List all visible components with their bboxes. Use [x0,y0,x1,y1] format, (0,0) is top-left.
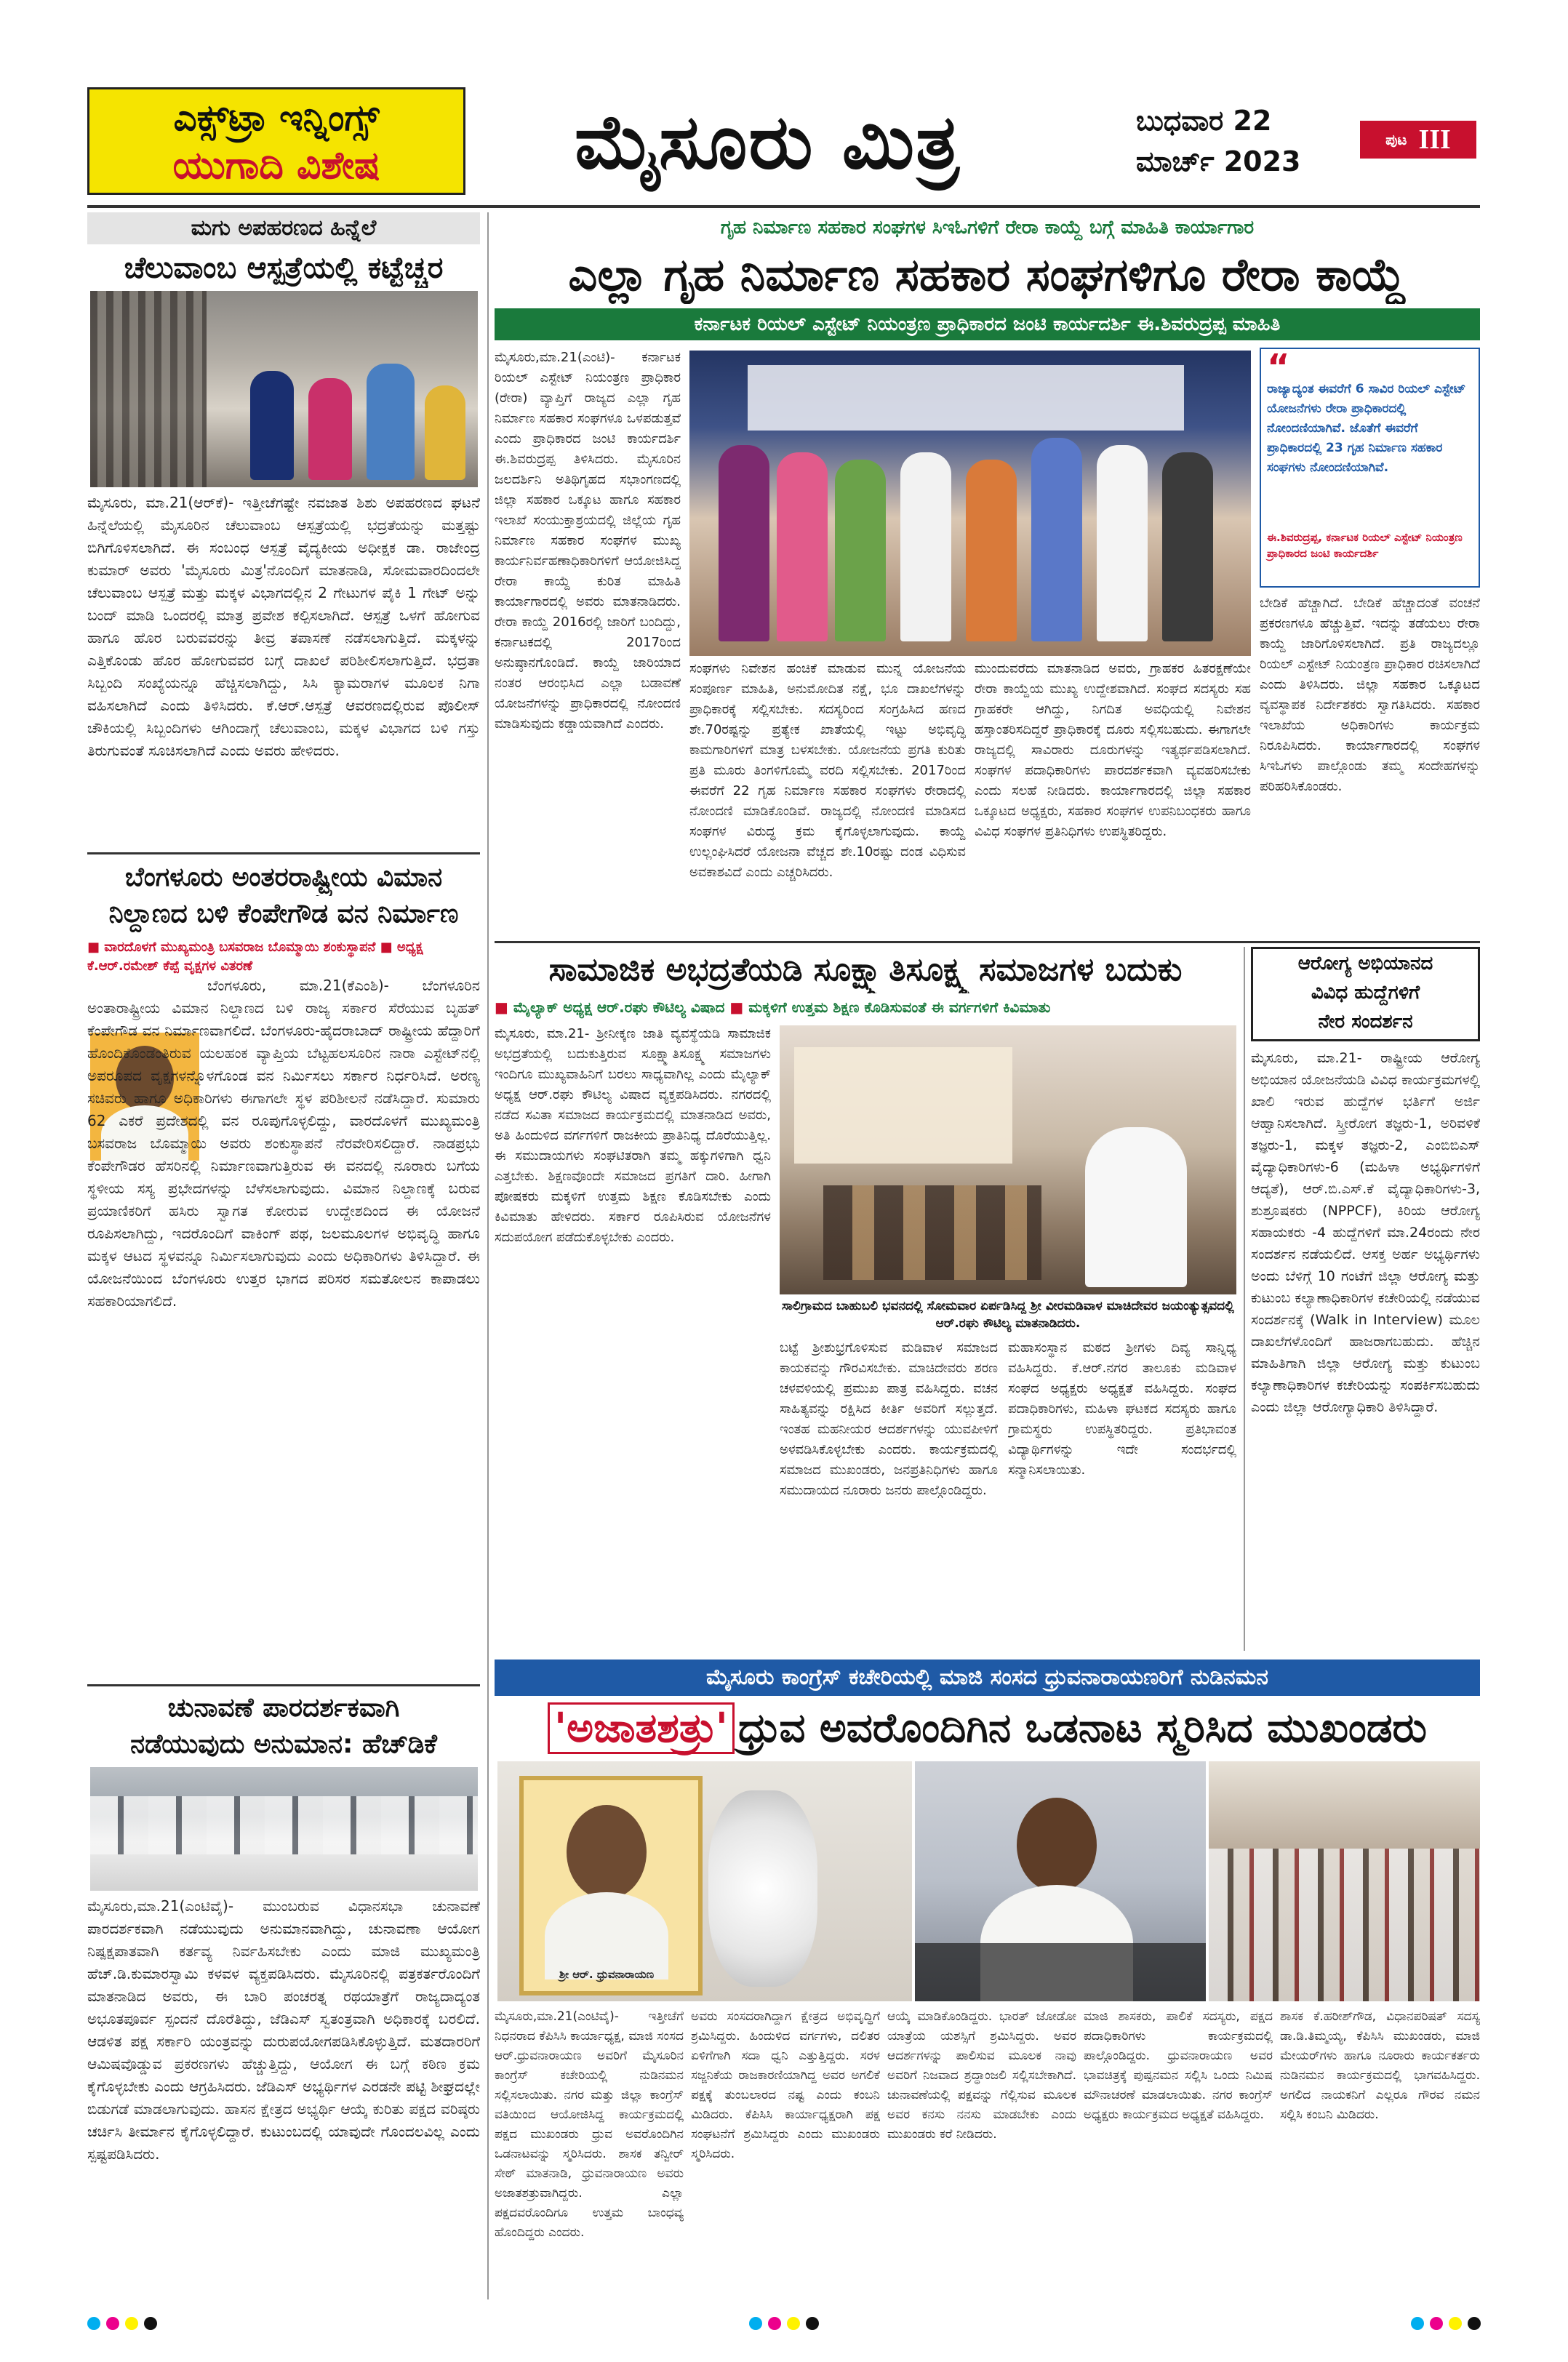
dhruva-headline [495,1702,1480,1756]
quote-mark-icon: “ [1267,347,1290,388]
page-label: ಪುಟ [1385,131,1407,148]
arogya-divider [1244,947,1245,1651]
portrait-caption: ಶ್ರೀ ಆರ್. ಧ್ರುವನಾರಾಯಣ [559,1968,655,1981]
bullet-icon: ■ [495,998,513,1016]
hospital-photo [90,291,478,487]
registration-dot-black [1468,2317,1481,2330]
arogya-headline-l1: ಆರೋಗ್ಯ ಅಭಿಯಾನದ [1297,953,1433,974]
registration-dot-black [144,2317,157,2330]
rera-headline: ಎಲ್ಲಾ ಗೃಹ ನಿರ್ಮಾಣ ಸಹಕಾರ ಸಂಘಗಳಿಗೂ ರೇರಾ ಕಾಯ್ದೆ [568,248,1407,301]
arogya-headline-l2: ವಿವಿಧ ಹುದ್ದೆಗಳಿಗೆ [1311,982,1420,1004]
registration-dot-cyan [87,2317,100,2330]
samaja-body-mid: ಬಟ್ಟೆ ಶ್ರೀಶುಭ್ರಗೊಳಿಸುವ ಮಡಿವಾಳ ಸಮಾಜದ ಕಾಯಕವನ್ನು ಗೌರವಿಸಬೇಕು. ಮಾಚಿದೇವರು ಶರಣ ಚಳವಳಿಯಲ್ಲಿ ಪ್ರಮುಖ ಪಾತ್ರ ವಹಿಸಿದ್ದರು. ವಚನ ಸಾಹಿತ್ಯವನ್ನು ರಕ್ಷಿಸಿದ ಕೀರ್ತಿ ಅವರಿಗೆ ಸಲ್ಲುತ್ತದೆ. ಇಂತಹ ಮಹನೀಯರ ಆದರ್ಶಗಳನ್ನು ಯುವಪೀಳಿಗೆ ಅಳವಡಿಸಿಕೊಳ್ಳಬೇಕು ಎಂದರು. ಕಾರ್ಯಕ್ರಮದಲ್ಲಿ ಸಮಾಜದ ಮುಖಂಡರು, ಜನಪ್ರತಿನಿಧಿಗಳು ಹಾಗೂ ಸಮುದಾಯದ ನೂರಾರು ಜನರು ಪಾಲ್ಗೊಂಡಿದ್ದರು. [780,1340,998,1498]
registration-dot-yellow [787,2317,800,2330]
dhruva-audience-photo [1209,1761,1480,2001]
rera-banner: ಗೃಹ ನಿರ್ಮಾಣ ಸಹಕಾರ ಸಂಘಗಳ ಸಿಇಓಗಳಿಗೆ ರೇರಾ ಕಾಯ್ದೆ ಬಗ್ಗೆ ಮಾಹಿತಿ ಕಾರ್ಯಾಗಾರ [720,217,1255,239]
samaja-sub-2: ಮಕ್ಕಳಿಗೆ ಉತ್ತಮ ಶಿಕ್ಷಣ ಕೊಡಿಸುವಂತೆ ಈ ವರ್ಗಗಳಿಗೆ ಕಿವಿಮಾತು [748,998,1051,1016]
subhead-plants-text: ಅಧ್ಯಕ್ಷ ಕೆ.ಆರ್.ರಮೇಶ್ ಕೆಪ್ಪೆ ವೃಕ್ಷಗಳ ವಿತರಣೆ [87,940,423,974]
dhruva-portrait-photo [497,1761,912,2001]
headline-hdk-l2: ನಡೆಯುವುದು ಅನುಮಾನ: ಹೆಚ್‌ಡಿಕೆ [130,1729,437,1759]
headline-kempegowda-l1: ಬೆಂಗಳೂರು ಅಂತರರಾಷ್ಟ್ರೀಯ ವಿಮಾನ [124,862,443,892]
rera-subbanner: ಕರ್ನಾಟಕ ರಿಯಲ್ ಎಸ್ಟೇಟ್ ನಿಯಂತ್ರಣ ಪ್ರಾಧಿಕಾರದ ಜಂಟಿ ಕಾರ್ಯದರ್ಶಿ ಈ.ಶಿವರುದ್ರಪ್ಪ ಮಾಹಿತಿ [495,308,1480,340]
samaja-subheads [495,995,1236,1020]
dhruva-body-2: ಅವರು ಸಂಸದರಾಗಿದ್ದಾಗ ಕ್ಷೇತ್ರದ ಅಭಿವೃದ್ಧಿಗೆ ಶ್ರಮಿಸಿದ್ದರು. ಹಿಂದುಳಿದ ವರ್ಗಗಳು, ದಲಿತರ ಏಳಿಗೆಗಾಗಿ ಸದಾ ಧ್ವನಿ ಎತ್ತುತ್ತಿದ್ದರು. ಸರಳ ಸಜ್ಜನಿಕೆಯ ರಾಜಕಾರಣಿಯಾಗಿದ್ದ ಅವರ ಅಗಲಿಕೆ ಪಕ್ಷಕ್ಕೆ ತುಂಬಲಾರದ ನಷ್ಟ ಎಂದು ಕಂಬನಿ ಮಿಡಿದರು. ಕೆಪಿಸಿಸಿ ಕಾರ್ಯಾಧ್ಯಕ್ಷರಾಗಿ ಪಕ್ಷ ಸಂಘಟನೆಗೆ ಶ್ರಮಿಸಿದ್ದರು ಎಂದು ಮುಖಂಡರು ಸ್ಮರಿಸಿದರು. [691,2009,880,2161]
rera-body-right: ಮುಂದುವರೆದು ಮಾತನಾಡಿದ ಅವರು, ಗ್ರಾಹಕರ ಹಿತರಕ್ಷಣೆಯೇ ರೇರಾ ಕಾಯ್ದೆಯ ಮುಖ್ಯ ಉದ್ದೇಶವಾಗಿದೆ. ಸಂಘದ ಸದಸ್ಯರು ಸಹ ಗ್ರಾಹಕರೇ ಆಗಿದ್ದು, ನಿಗದಿತ ಅವಧಿಯಲ್ಲಿ ನಿವೇಶನ ಹಸ್ತಾಂತರಿಸದಿದ್ದರೆ ಪ್ರಾಧಿಕಾರಕ್ಕೆ ದೂರು ಸಲ್ಲಿಸಬಹುದು. ಈಗಾಗಲೇ ರಾಜ್ಯದಲ್ಲಿ ಸಾವಿರಾರು ದೂರುಗಳನ್ನು ಇತ್ಯರ್ಥಪಡಿಸಲಾಗಿದೆ. ಸಂಘಗಳ ಪದಾಧಿಕಾರಿಗಳು ಪಾರದರ್ಶಕವಾಗಿ ವ್ಯವಹರಿಸಬೇಕು ಎಂದು ಸಲಹೆ ನೀಡಿದರು. ಕಾರ್ಯಾಗಾರದಲ್ಲಿ ಜಿಲ್ಲಾ ಸಹಕಾರ ಒಕ್ಕೂಟದ ಅಧ್ಯಕ್ಷರು, ಸಹಕಾರ ಸಂಘಗಳ ಉಪನಿಬಂಧಕರು ಹಾಗೂ ವಿವಿಧ ಸಂಘಗಳ ಪ್ರತಿನಿಧಿಗಳು ಉಪಸ್ಥಿತರಿದ್ದರು. [975,661,1251,839]
registration-dot-black [806,2317,819,2330]
article-kempegowda-body: ಬೆಂಗಳೂರು, ಮಾ.21(ಕೆಎಂಶಿ)- ಬೆಂಗಳೂರಿನ ಅಂತಾರಾಷ್ಟ್ರೀಯ ವಿಮಾನ ನಿಲ್ದಾಣದ ಬಳಿ ರಾಜ್ಯ ಸರ್ಕಾರ ಸೆರೆಯುವ ಬೃಹತ್ ಕೆಂಪೇಗೌಡ ವನ ನಿರ್ಮಾಣವಾಗಲಿದೆ. ಬೆಂಗಳೂರು-ಹೈದರಾಬಾದ್ ರಾಷ್ಟ್ರೀಯ ಹೆದ್ದಾರಿಗೆ ಹೊಂದಿಕೊಂಡಂತಿರುವ ಯಲಹಂಕ ವ್ಯಾಪ್ತಿಯ ಬೆಟ್ಟಹಲಸೂರಿನ ನಾರಾ ಎಸ್ಟೇಟ್‌ನಲ್ಲಿ ಅಪರೂಪದ ವೃಕ್ಷಗಳನ್ನೊಳಗೊಂಡ ವನ ನಿರ್ಮಿಸಲು ಸರ್ಕಾರ ನಿರ್ಧರಿಸಿದೆ. ಅರಣ್ಯ ಸಚಿವರು ಹಾಗೂ ಅಧಿಕಾರಿಗಳು ಈಗಾಗಲೇ ಸ್ಥಳ ಪರಿಶೀಲನೆ ನಡೆಸಿದ್ದಾರೆ. ಸುಮಾರು 62 ಎಕರೆ ಪ್ರದೇಶದಲ್ಲಿ ವನ ರೂಪುಗೊಳ್ಳಲಿದ್ದು, ವಾರದೊಳಗೆ ಮುಖ್ಯಮಂತ್ರಿ ಬಸವರಾಜ ಬೊಮ್ಮಾಯಿ ಅವರು ಶಂಕುಸ್ಥಾಪನೆ ನೆರವೇರಿಸಲಿದ್ದಾರೆ. ನಾಡಪ್ರಭು ಕೆಂಪೇಗೌಡರ ಹೆಸರಿನಲ್ಲಿ ನಿರ್ಮಾಣವಾಗುತ್ತಿರುವ ಈ ವನದಲ್ಲಿ ನೂರಾರು ಬಗೆಯ ಸ್ಥಳೀಯ ಸಸ್ಯ ಪ್ರಭೇದಗಳನ್ನು ಬೆಳೆಸಲಾಗುವುದು. ವಿಮಾನ ನಿಲ್ದಾಣಕ್ಕೆ ಬರುವ ಪ್ರಯಾಣಿಕರಿಗೆ ಹಸಿರು ಸ್ವಾಗತ ಕೋರುವ ಉದ್ದೇಶದಿಂದ ಈ ಯೋಜನೆ ರೂಪಿಸಲಾಗಿದ್ದು, ಇದರೊಂದಿಗೆ ವಾಕಿಂಗ್ ಪಥ, ಜಲಮೂಲಗಳ ಅಭಿವೃದ್ಧಿ ಹಾಗೂ ಮಕ್ಕಳ ಆಟದ ಸ್ಥಳವನ್ನೂ ನಿರ್ಮಿಸಲಾಗುವುದು ಎಂದು ಅಧಿಕಾರಿಗಳು ತಿಳಿಸಿದ್ದಾರೆ. ಈ ಯೋಜನೆಯಿಂದ ಬೆಂಗಳೂರು ಉತ್ತರ ಭಾಗದ ಪರಿಸರ ಸಮತೋಲನ ಕಾಪಾಡಲು ಸಹಕಾರಿಯಾಗಲಿದೆ. [87,977,480,1310]
headline-cheluvamba: ಚೆಲುವಾಂಬ ಆಸ್ಪತ್ರೆಯಲ್ಲಿ ಕಟ್ಟೆಚ್ಚರ [124,250,444,285]
registration-dot-magenta [768,2317,781,2330]
badge-line-2: ಯುಗಾದಿ ವಿಶೇಷ [172,144,380,188]
registration-dot-yellow [1449,2317,1462,2330]
left-rule-1 [87,852,480,854]
rera-workshop-photo [689,351,1251,656]
rera-quote-box [1260,348,1480,588]
badge-line-1: ಎಕ್ಸ್‌ಟ್ರಾ ಇನ್ನಿಂಗ್ಸ್ [173,97,380,139]
samaja-body-left: ಮೈಸೂರು, ಮಾ.21- ಶ್ರೀನೀಕ್ಕಣ ಜಾತಿ ವ್ಯವಸ್ಥೆಯಡಿ ಸಾಮಾಜಿಕ ಅಭದ್ರತೆಯಲ್ಲಿ ಬದುಕುತ್ತಿರುವ ಸೂಕ್ಷ್ಮಾತಿಸೂಕ್ಷ್ಮ ಸಮಾಜಗಳು ಇಂದಿಗೂ ಮುಖ್ಯವಾಹಿನಿಗೆ ಬರಲು ಸಾಧ್ಯವಾಗಿಲ್ಲ ಎಂದು ಮೈಲ್ಯಾಕ್ ಅಧ್ಯಕ್ಷ ಆರ್.ರಘು ಕೌಟಿಲ್ಯ ವಿಷಾದ ವ್ಯಕ್ತಪಡಿಸಿದರು. ನಗರದಲ್ಲಿ ನಡೆದ ಸವಿತಾ ಸಮಾಜದ ಕಾರ್ಯಕ್ರಮದಲ್ಲಿ ಮಾತನಾಡಿದ ಅವರು, ಅತಿ ಹಿಂದುಳಿದ ವರ್ಗಗಳಿಗೆ ರಾಜಕೀಯ ಪ್ರಾತಿನಿಧ್ಯ ದೊರೆಯುತ್ತಿಲ್ಲ. ಈ ಸಮುದಾಯಗಳು ಸಂಘಟಿತರಾಗಿ ತಮ್ಮ ಹಕ್ಕುಗಳಿಗಾಗಿ ಧ್ವನಿ ಎತ್ತಬೇಕು. ಶಿಕ್ಷಣವೊಂದೇ ಸಮಾಜದ ಪ್ರಗತಿಗೆ ದಾರಿ. ಹೀಗಾಗಿ ಪೋಷಕರು ಮಕ್ಕಳಿಗೆ ಉತ್ತಮ ಶಿಕ್ಷಣ ಕೊಡಿಸಬೇಕು ಎಂದು ಕಿವಿಮಾತು ಹೇಳಿದರು. ಸರ್ಕಾರ ರೂಪಿಸಿರುವ ಯೋಜನೆಗಳ ಸದುಪಯೋಗ ಪಡೆದುಕೊಳ್ಳಬೇಕು ಎಂದರು. [495,1026,771,1245]
bullet-icon: ■ [729,998,749,1016]
registration-dot-cyan [749,2317,762,2330]
dhruva-body-5: ಶಾಸಕ ಕೆ.ಹರೀಶ್‌ಗೌಡ, ವಿಧಾನಪರಿಷತ್ ಸದಸ್ಯ ಡಾ.ಡಿ.ತಿಮ್ಮಯ್ಯ, ಕೆಪಿಸಿಸಿ ಮುಖಂಡರು, ಮಾಜಿ ಮೇಯರ್‌ಗಳು ಹಾಗೂ ನೂರಾರು ಕಾರ್ಯಕರ್ತರು ನುಡಿನಮನ ಕಾರ್ಯಕ್ರಮದಲ್ಲಿ ಭಾಗವಹಿಸಿದ್ದರು. ಅಗಲಿದ ನಾಯಕನಿಗೆ ಎಲ್ಲರೂ ಗೌರವ ನಮನ ಸಲ್ಲಿಸಿ ಕಂಬನಿ ಮಿಡಿದರು. [1280,2009,1480,2122]
subhead-cm-text: ವಾರದೊಳಗೆ ಮುಖ್ಯಮಂತ್ರಿ ಬಸವರಾಜ ಬೊಮ್ಮಾಯಿ ಶಂಕುಸ್ಥಾಪನೆ [104,940,376,955]
dhruva-body-1: ಮೈಸೂರು,ಮಾ.21(ಎಂಟಿವೈ)- ಇತ್ತೀಚೆಗೆ ನಿಧನರಾದ ಕೆಪಿಸಿಸಿ ಕಾರ್ಯಾಧ್ಯಕ್ಷ, ಮಾಜಿ ಸಂಸದ ಆರ್.ಧ್ರುವನಾರಾಯಣ ಅವರಿಗೆ ಮೈಸೂರಿನ ಕಾಂಗ್ರೆಸ್ ಕಚೇರಿಯಲ್ಲಿ ನುಡಿನಮನ ಸಲ್ಲಿಸಲಾಯಿತು. ನಗರ ಮತ್ತು ಜಿಲ್ಲಾ ಕಾಂಗ್ರೆಸ್ ವತಿಯಿಂದ ಆಯೋಜಿಸಿದ್ದ ಕಾರ್ಯಕ್ರಮದಲ್ಲಿ ಪಕ್ಷದ ಮುಖಂಡರು ಧ್ರುವ ಅವರೊಂದಿಗಿನ ಒಡನಾಟವನ್ನು ಸ್ಮರಿಸಿದರು. ಶಾಸಕ ತನ್ವೀರ್ ಸೇಠ್ ಮಾತನಾಡಿ, ಧ್ರುವನಾರಾಯಣ ಅವರು ಅಜಾತಶತ್ರುವಾಗಿದ್ದರು. ಎಲ್ಲಾ ಪಕ್ಷದವರೊಂದಿಗೂ ಉತ್ತಮ ಬಾಂಧವ್ಯ ಹೊಂದಿದ್ದರು ಎಂದರು. [495,2009,684,2240]
press-meet-photo [90,1767,478,1891]
rera-body-left-cont [495,782,681,935]
article-hdk-body: ಮೈಸೂರು,ಮಾ.21(ಎಂಟಿವೈ)- ಮುಂಬರುವ ವಿಧಾನಸಭಾ ಚುನಾವಣೆ ಪಾರದರ್ಶಕವಾಗಿ ನಡೆಯುವುದು ಅನುಮಾನವಾಗಿದ್ದು, ಚುನಾವಣಾ ಆಯೋಗ ನಿಷ್ಪಕ್ಷಪಾತವಾಗಿ ಕರ್ತವ್ಯ ನಿರ್ವಹಿಸಬೇಕು ಎಂದು ಮಾಜಿ ಮುಖ್ಯಮಂತ್ರಿ ಹೆಚ್.ಡಿ.ಕುಮಾರಸ್ವಾಮಿ ಕಳವಳ ವ್ಯಕ್ತಪಡಿಸಿದರು. ಮೈಸೂರಿನಲ್ಲಿ ಪತ್ರಕರ್ತರೊಂದಿಗೆ ಮಾತನಾಡಿದ ಅವರು, ಈ ಬಾರಿ ಪಂಚರತ್ನ ರಥಯಾತ್ರೆಗೆ ರಾಜ್ಯದಾದ್ಯಂತ ಅಭೂತಪೂರ್ವ ಸ್ಪಂದನೆ ದೊರೆತಿದ್ದು, ಜೆಡಿಎಸ್ ಸ್ವತಂತ್ರವಾಗಿ ಅಧಿಕಾರಕ್ಕೆ ಬರಲಿದೆ. ಆಡಳಿತ ಪಕ್ಷ ಸರ್ಕಾರಿ ಯಂತ್ರವನ್ನು ದುರುಪಯೋಗಪಡಿಸಿಕೊಳ್ಳುತ್ತಿದೆ. ಮತದಾರರಿಗೆ ಆಮಿಷವೊಡ್ಡುವ ಪ್ರಕರಣಗಳು ಹೆಚ್ಚುತ್ತಿದ್ದು, ಆಯೋಗ ಈ ಬಗ್ಗೆ ಕಠಿಣ ಕ್ರಮ ಕೈಗೊಳ್ಳಬೇಕು ಎಂದು ಆಗ್ರಹಿಸಿದರು. ಜೆಡಿಎಸ್ ಅಭ್ಯರ್ಥಿಗಳ ಎರಡನೇ ಪಟ್ಟಿ ಶೀಘ್ರದಲ್ಲೇ ಬಿಡುಗಡೆ ಮಾಡಲಾಗುವುದು. ಹಾಸನ ಕ್ಷೇತ್ರದ ಅಭ್ಯರ್ಥಿ ಆಯ್ಕೆ ಕುರಿತು ಪಕ್ಷದ ವರಿಷ್ಠರು ಚರ್ಚಿಸಿ ತೀರ್ಮಾನ ಕೈಗೊಳ್ಳಲಿದ್ದಾರೆ. ಕುಟುಂಬದಲ್ಲಿ ಯಾವುದೇ ಗೊಂದಲವಿಲ್ಲ ಎಂದು ಸ್ಪಷ್ಟಪಡಿಸಿದರು. [87,1897,480,2163]
kicker-child-abduction: ಮಗು ಅಪಹರಣದ ಹಿನ್ನೆಲೆ [87,212,480,244]
date-day: ಬುಧವಾರ 22 [1136,105,1272,137]
headline-hdk-l1: ಚುನಾವಣೆ ಪಾರದರ್ಶಕವಾಗಿ [167,1693,400,1723]
article-cheluvamba-body: ಮೈಸೂರು, ಮಾ.21(ಆರ್‌ಕೆ)- ಇತ್ತೀಚೆಗಷ್ಟೇ ನವಜಾತ ಶಿಶು ಅಪಹರಣದ ಘಟನೆ ಹಿನ್ನೆಲೆಯಲ್ಲಿ ಮೈಸೂರಿನ ಚೆಲುವಾಂಬ ಆಸ್ಪತ್ರೆಯಲ್ಲಿ ಭದ್ರತೆಯನ್ನು ಮತ್ತಷ್ಟು ಬಿಗಿಗೊಳಿಸಲಾಗಿದೆ. ಈ ಸಂಬಂಧ ಆಸ್ಪತ್ರೆ ವೈದ್ಯಕೀಯ ಅಧೀಕ್ಷಕ ಡಾ. ರಾಜೇಂದ್ರ ಕುಮಾರ್ ಅವರು 'ಮೈಸೂರು ಮಿತ್ರ'ನೊಂದಿಗೆ ಮಾತನಾಡಿ, ಸೋಮವಾರದಿಂದಲೇ ಚೆಲುವಾಂಬ ಆಸ್ಪತ್ರೆ ಮತ್ತು ಮಕ್ಕಳ ವಿಭಾಗದಲ್ಲಿನ 2 ಗೇಟುಗಳ ಪೈಕಿ 1 ಗೇಟ್ ಅನ್ನು ಬಂದ್ ಮಾಡಿ ಒಂದರಲ್ಲಿ ಮಾತ್ರ ಪ್ರವೇಶ ಕಲ್ಪಿಸಲಾಗಿದೆ. ಆಸ್ಪತ್ರೆ ಒಳಗೆ ಹೋಗುವ ಹಾಗೂ ಹೊರ ಬರುವವರನ್ನು ತೀವ್ರ ತಪಾಸಣೆ ನಡೆಸಲಾಗುತ್ತಿದೆ. ಮಕ್ಕಳನ್ನು ಎತ್ತಿಕೊಂಡು ಹೊರ ಹೋಗುವವರ ಬಗ್ಗೆ ದಾಖಲೆ ಪರಿಶೀಲಿಸಲಾಗುತ್ತಿದೆ. ಭದ್ರತಾ ಸಿಬ್ಬಂದಿ ಸಂಖ್ಯೆಯನ್ನೂ ಹೆಚ್ಚಿಸಲಾಗಿದ್ದು, ಸಿಸಿ ಕ್ಯಾಮರಾಗಳ ಮೂಲಕ ನಿಗಾ ವಹಿಸಲಾಗಿದೆ ಎಂದು ತಿಳಿಸಿದರು. ಕೆ.ಆರ್.ಆಸ್ಪತ್ರೆ ಆವರಣದಲ್ಲಿರುವ ಪೊಲೀಸ್ ಚೌಕಿಯಲ್ಲಿ ಸಿಬ್ಬಂದಿಗಳು ಆಗಿಂದಾಗ್ಗೆ ಚೆಲುವಾಂಬ, ಮಕ್ಕಳ ವಿಭಾಗದ ಬಳಿ ಗಸ್ತು ತಿರುಗುವಂತೆ ಸೂಚಿಸಲಾಗಿದೆ ಎಂದು ಅವರು ಹೇಳಿದರು. [87,494,480,759]
samaja-body-right: ಮಹಾಸಂಸ್ಥಾನ ಮಠದ ಶ್ರೀಗಳು ದಿವ್ಯ ಸಾನ್ನಿಧ್ಯ ವಹಿಸಿದ್ದರು. ಕೆ.ಆರ್.ನಗರ ತಾಲೂಕು ಮಡಿವಾಳ ಸಂಘದ ಅಧ್ಯಕ್ಷರು ಅಧ್ಯಕ್ಷತೆ ವಹಿಸಿದ್ದರು. ಸಂಘದ ಪದಾಧಿಕಾರಿಗಳು, ಮಹಿಳಾ ಘಟಕದ ಸದಸ್ಯರು ಹಾಗೂ ಗ್ರಾಮಸ್ಥರು ಉಪಸ್ಥಿತರಿದ್ದರು. ಪ್ರತಿಭಾವಂತ ವಿದ್ಯಾರ್ಥಿಗಳನ್ನು ಇದೇ ಸಂದರ್ಭದಲ್ಲಿ ಸನ್ಮಾನಿಸಲಾಯಿತು. [1008,1340,1236,1478]
rera-quote-attribution: ಈ.ಶಿವರುದ್ರಪ್ಪ, ಕರ್ನಾಟಕ ರಿಯಲ್ ಎಸ್ಟೇಟ್ ನಿಯಂತ್ರಣ ಪ್ರಾಧಿಕಾರದ ಜಂಟಿ ಕಾರ್ಯದರ್ಶಿ [1267,531,1463,560]
dhruva-body-4: ಮಾಜಿ ಶಾಸಕರು, ಪಾಲಿಕೆ ಸದಸ್ಯರು, ಪಕ್ಷದ ಪದಾಧಿಕಾರಿಗಳು ಕಾರ್ಯಕ್ರಮದಲ್ಲಿ ಪಾಲ್ಗೊಂಡಿದ್ದರು. ಧ್ರುವನಾರಾಯಣ ಅವರ ಭಾವಚಿತ್ರಕ್ಕೆ ಪುಷ್ಪನಮನ ಸಲ್ಲಿಸಿ ಒಂದು ನಿಮಿಷ ಮೌನಾಚರಣೆ ಮಾಡಲಾಯಿತು. ನಗರ ಕಾಂಗ್ರೆಸ್ ಅಧ್ಯಕ್ಷರು ಕಾರ್ಯಕ್ರಮದ ಅಧ್ಯಕ್ಷತೆ ವಹಿಸಿದ್ದರು. [1084,2009,1273,2122]
registration-dot-cyan [1411,2317,1424,2330]
registration-dot-yellow [125,2317,138,2330]
arogya-headline-l3: ನೇರ ಸಂದರ್ಶನ [1318,1011,1413,1033]
newspaper-title: ಮೈಸೂರು ಮಿತ್ರ [575,97,961,186]
registration-dot-magenta [1430,2317,1443,2330]
arogya-headline-box [1251,947,1480,1041]
rera-quote-text: ರಾಜ್ಯಾದ್ಯಂತ ಈವರೆಗೆ 6 ಸಾವಿರ ರಿಯಲ್ ಎಸ್ಟೇಟ್ ಯೋಜನೆಗಳು ರೇರಾ ಪ್ರಾಧಿಕಾರದಲ್ಲಿ ನೋಂದಣಿಯಾಗಿವೆ. ಜೊತೆಗೆ ಈವರೆಗೆ ಪ್ರಾಧಿಕಾರದಲ್ಲಿ 23 ಗೃಹ ನಿರ್ಮಾಣ ಸಹಕಾರ ಸಂಘಗಳು ನೋಂದಣಿಯಾಗಿವೆ. [1267,382,1466,475]
masthead-rule [87,205,1480,208]
page-number: III [1418,124,1451,155]
registration-dot-magenta [106,2317,119,2330]
subhead-cm-foundation [87,938,480,976]
arogya-body: ಮೈಸೂರು, ಮಾ.21- ರಾಷ್ಟ್ರೀಯ ಆರೋಗ್ಯ ಅಭಿಯಾನ ಯೋಜನೆಯಡಿ ವಿವಿಧ ಕಾರ್ಯಕ್ರಮಗಳಲ್ಲಿ ಖಾಲಿ ಇರುವ ಹುದ್ದೆಗಳ ಭರ್ತಿಗೆ ಅರ್ಜಿ ಆಹ್ವಾನಿಸಲಾಗಿದೆ. ಸ್ತ್ರೀರೋಗ ತಜ್ಞರು-1, ಅರಿವಳಿಕೆ ತಜ್ಞರು-1, ಮಕ್ಕಳ ತಜ್ಞರು-2, ಎಂಬಿಬಿಎಸ್ ವೈದ್ಯಾಧಿಕಾರಿಗಳು-6 (ಮಹಿಳಾ ಅಭ್ಯರ್ಥಿಗಳಿಗೆ ಆದ್ಯತೆ), ಆರ್.ಬಿ.ಎಸ್.ಕೆ ವೈದ್ಯಾಧಿಕಾರಿಗಳು-3, ಶುಶ್ರೂಷಕರು (NPPCF), ಕಿರಿಯ ಆರೋಗ್ಯ ಸಹಾಯಕರು -4 ಹುದ್ದೆಗಳಿಗೆ ಮಾ.24ರಂದು ನೇರ ಸಂದರ್ಶನ ನಡೆಯಲಿದೆ. ಆಸಕ್ತ ಅರ್ಹ ಅಭ್ಯರ್ಥಿಗಳು ಅಂದು ಬೆಳಿಗ್ಗೆ 10 ಗಂಟೆಗೆ ಜಿಲ್ಲಾ ಆರೋಗ್ಯ ಮತ್ತು ಕುಟುಂಬ ಕಲ್ಯಾಣಾಧಿಕಾರಿಗಳ ಕಚೇರಿಯಲ್ಲಿ ನಡೆಯುವ ಸಂದರ್ಶನಕ್ಕೆ (Walk in Interview) ಮೂಲ ದಾಖಲೆಗಳೊಂದಿಗೆ ಹಾಜರಾಗಬಹುದು. ಹೆಚ್ಚಿನ ಮಾಹಿತಿಗಾಗಿ ಜಿಲ್ಲಾ ಆರೋಗ್ಯ ಮತ್ತು ಕುಟುಂಬ ಕಲ್ಯಾಣಾಧಿಕಾರಿಗಳ ಕಚೇರಿಯನ್ನು ಸಂಪರ್ಕಿಸಬಹುದು ಎಂದು ಜಿಲ್ಲಾ ಆರೋಗ್ಯಾಧಿಕಾರಿ ತಿಳಿಸಿದ್ದಾರೆ. [1251,1050,1480,1415]
samaja-event-photo [780,1025,1236,1294]
dhruva-body-3: ಆಯ್ಕೆ ಮಾಡಿಕೊಂಡಿದ್ದರು. ಭಾರತ್ ಜೋಡೋ ಯಾತ್ರೆಯ ಯಶಸ್ಸಿಗೆ ಶ್ರಮಿಸಿದ್ದರು. ಅವರ ಆದರ್ಶಗಳನ್ನು ಪಾಲಿಸುವ ಮೂಲಕ ನಾವು ಅವರಿಗೆ ನಿಜವಾದ ಶ್ರದ್ಧಾಂಜಲಿ ಸಲ್ಲಿಸಬೇಕಾಗಿದೆ. ಚುನಾವಣೆಯಲ್ಲಿ ಪಕ್ಷವನ್ನು ಗೆಲ್ಲಿಸುವ ಮೂಲಕ ಅವರ ಕನಸು ನನಸು ಮಾಡಬೇಕು ಎಂದು ಮುಖಂಡರು ಕರೆ ನೀಡಿದರು. [887,2009,1076,2142]
bullet-icon: ■ [380,940,397,955]
samaja-photo-caption: ಸಾಲಿಗ್ರಾಮದ ಬಾಹುಬಲಿ ಭವನದಲ್ಲಿ ಸೋಮವಾರ ಏರ್ಪಡಿಸಿದ್ದ ಶ್ರೀ ವೀರಮಡಿವಾಳ ಮಾಚಿದೇವರ ಜಯಂತ್ಯುತ್ಸವದಲ್ಲಿ ಆರ್.ರಘು ಕೌಟಿಲ್ಯ ಮಾತನಾಡಿದರು. [782,1299,1234,1331]
dhruva-headline-rest: ಧ್ರುವ ಅವರೊಂದಿಗಿನ ಒಡನಾಟ ಸ್ಮರಿಸಿದ ಮುಖಂಡರು [738,1705,1427,1752]
left-rule-2 [87,1684,480,1686]
rera-body-left: ಮೈಸೂರು,ಮಾ.21(ಎಂಟಿ)- ಕರ್ನಾಟಕ ರಿಯಲ್ ಎಸ್ಟೇಟ್ ನಿಯಂತ್ರಣ ಪ್ರಾಧಿಕಾರ (ರೇರಾ) ವ್ಯಾಪ್ತಿಗೆ ರಾಜ್ಯದ ಎಲ್ಲಾ ಗೃಹ ನಿರ್ಮಾಣ ಸಹಕಾರ ಸಂಘಗಳೂ ಒಳಪಡುತ್ತವೆ ಎಂದು ಪ್ರಾಧಿಕಾರದ ಜಂಟಿ ಕಾರ್ಯದರ್ಶಿ ಈ.ಶಿವರುದ್ರಪ್ಪ ತಿಳಿಸಿದರು. ಮೈಸೂರಿನ ಜಲದರ್ಶಿನಿ ಅತಿಥಿಗೃಹದ ಸಭಾಂಗಣದಲ್ಲಿ ಜಿಲ್ಲಾ ಸಹಕಾರ ಒಕ್ಕೂಟ ಹಾಗೂ ಸಹಕಾರ ಇಲಾಖೆ ಸಂಯುಕ್ತಾಶ್ರಯದಲ್ಲಿ ಜಿಲ್ಲೆಯ ಗೃಹ ನಿರ್ಮಾಣ ಸಹಕಾರ ಸಂಘಗಳ ಮುಖ್ಯ ಕಾರ್ಯನಿರ್ವಹಣಾಧಿಕಾರಿಗಳಿಗೆ ಆಯೋಜಿಸಿದ್ದ ರೇರಾ ಕಾಯ್ದೆ ಕುರಿತ ಮಾಹಿತಿ ಕಾರ್ಯಾಗಾರದಲ್ಲಿ ಅವರು ಮಾತನಾಡಿದರು. ರೇರಾ ಕಾಯ್ದೆ 2016ರಲ್ಲಿ ಜಾರಿಗೆ ಬಂದಿದ್ದು, ಕರ್ನಾಟಕದಲ್ಲಿ 2017ರಿಂದ ಅನುಷ್ಠಾನಗೊಂಡಿದೆ. ಕಾಯ್ದೆ ಜಾರಿಯಾದ ನಂತರ ಆರಂಭಿಸಿದ ಎಲ್ಲಾ ಬಡಾವಣೆ ಯೋಜನೆಗಳನ್ನು ಪ್ರಾಧಿಕಾರದಲ್ಲಿ ನೋಂದಣಿ ಮಾಡಿಸುವುದು ಕಡ್ಡಾಯವಾಗಿದೆ ಎಂದರು. [495,350,681,732]
headline-kempegowda-l2: ನಿಲ್ದಾಣದ ಬಳಿ ಕೆಂಪೇಗೌಡ ವನ ನಿರ್ಮಾಣ [108,899,459,929]
bullet-icon: ■ [87,940,105,955]
rera-bottom-rule [495,941,1480,943]
column-divider [487,212,489,2299]
date-month-year: ಮಾರ್ಚ್ 2023 [1136,145,1301,177]
samaja-sub-1: ಮೈಲ್ಯಾಕ್ ಅಧ್ಯಕ್ಷ ಆರ್.ರಘು ಕೌಟಿಲ್ಯ ವಿಷಾದ [513,998,725,1016]
page-number-box [1360,121,1476,159]
rera-body-far: ಬೇಡಿಕೆ ಹೆಚ್ಚಾಗಿದೆ. ಬೇಡಿಕೆ ಹೆಚ್ಚಾದಂತೆ ವಂಚನೆ ಪ್ರಕರಣಗಳೂ ಹೆಚ್ಚುತ್ತಿವೆ. ಇದನ್ನು ತಡೆಯಲು ರೇರಾ ಕಾಯ್ದೆ ಜಾರಿಗೊಳಿಸಲಾಗಿದೆ. ಪ್ರತಿ ರಾಜ್ಯದಲ್ಲೂ ರಿಯಲ್ ಎಸ್ಟೇಟ್ ನಿಯಂತ್ರಣ ಪ್ರಾಧಿಕಾರ ರಚಿಸಲಾಗಿದೆ ಎಂದು ತಿಳಿಸಿದರು. ಜಿಲ್ಲಾ ಸಹಕಾರ ಒಕ್ಕೂಟದ ವ್ಯವಸ್ಥಾಪಕ ನಿರ್ದೇಶಕರು ಸ್ವಾಗತಿಸಿದರು. ಸಹಕಾರ ಇಲಾಖೆಯ ಅಧಿಕಾರಿಗಳು ಕಾರ್ಯಕ್ರಮ ನಿರೂಪಿಸಿದರು. ಕಾರ್ಯಾಗಾರದಲ್ಲಿ ಸಂಘಗಳ ಸಿಇಓಗಳು ಪಾಲ್ಗೊಂಡು ತಮ್ಮ ಸಂದೇಹಗಳನ್ನು ಪರಿಹರಿಸಿಕೊಂಡರು. [1260,596,1480,794]
rera-body-mid: ಸಂಘಗಳು ನಿವೇಶನ ಹಂಚಿಕೆ ಮಾಡುವ ಮುನ್ನ ಯೋಜನೆಯ ಸಂಪೂರ್ಣ ಮಾಹಿತಿ, ಅನುಮೋದಿತ ನಕ್ಷೆ, ಭೂ ದಾಖಲೆಗಳನ್ನು ಪ್ರಾಧಿಕಾರಕ್ಕೆ ಸಲ್ಲಿಸಬೇಕು. ಸದಸ್ಯರಿಂದ ಸಂಗ್ರಹಿಸಿದ ಹಣದ ಶೇ.70ರಷ್ಟನ್ನು ಪ್ರತ್ಯೇಕ ಖಾತೆಯಲ್ಲಿ ಇಟ್ಟು ಅಭಿವೃದ್ಧಿ ಕಾಮಗಾರಿಗಳಿಗೆ ಮಾತ್ರ ಬಳಸಬೇಕು. ಯೋಜನೆಯ ಪ್ರಗತಿ ಕುರಿತು ಪ್ರತಿ ಮೂರು ತಿಂಗಳಿಗೊಮ್ಮೆ ವರದಿ ಸಲ್ಲಿಸಬೇಕು. 2017ರಿಂದ ಈವರೆಗೆ 22 ಗೃಹ ನಿರ್ಮಾಣ ಸಹಕಾರ ಸಂಘಗಳು ರೇರಾದಲ್ಲಿ ನೋಂದಣಿ ಮಾಡಿಕೊಂಡಿವೆ. ರಾಜ್ಯದಲ್ಲಿ ನೋಂದಣಿ ಮಾಡಿಸದ ಸಂಘಗಳ ವಿರುದ್ಧ ಕ್ರಮ ಕೈಗೊಳ್ಳಲಾಗುವುದು. ಕಾಯ್ದೆ ಉಲ್ಲಂಘಿಸಿದರೆ ಯೋಜನಾ ವೆಚ್ಚದ ಶೇ.10ರಷ್ಟು ದಂಡ ವಿಧಿಸುವ ಅವಕಾಶವಿದೆ ಎಂದು ಎಚ್ಚರಿಸಿದರು. [689,661,966,880]
special-badge [87,87,465,195]
samaja-headline: ಸಾಮಾಜಿಕ ಅಭದ್ರತೆಯಡಿ ಸೂಕ್ಷ್ಮಾತಿಸೂಕ್ಷ್ಮ ಸಮಾಜಗಳ ಬದುಕು [548,951,1183,988]
dhruva-headline-quote: 'ಅಜಾತಶತ್ರು' [548,1702,735,1754]
dhruva-banner: ಮೈಸೂರು ಕಾಂಗ್ರೆಸ್ ಕಚೇರಿಯಲ್ಲಿ ಮಾಜಿ ಸಂಸದ ಧ್ರುವನಾರಾಯಣರಿಗೆ ನುಡಿನಮನ [495,1660,1480,1696]
dhruva-speaker-photo [915,1761,1206,2001]
